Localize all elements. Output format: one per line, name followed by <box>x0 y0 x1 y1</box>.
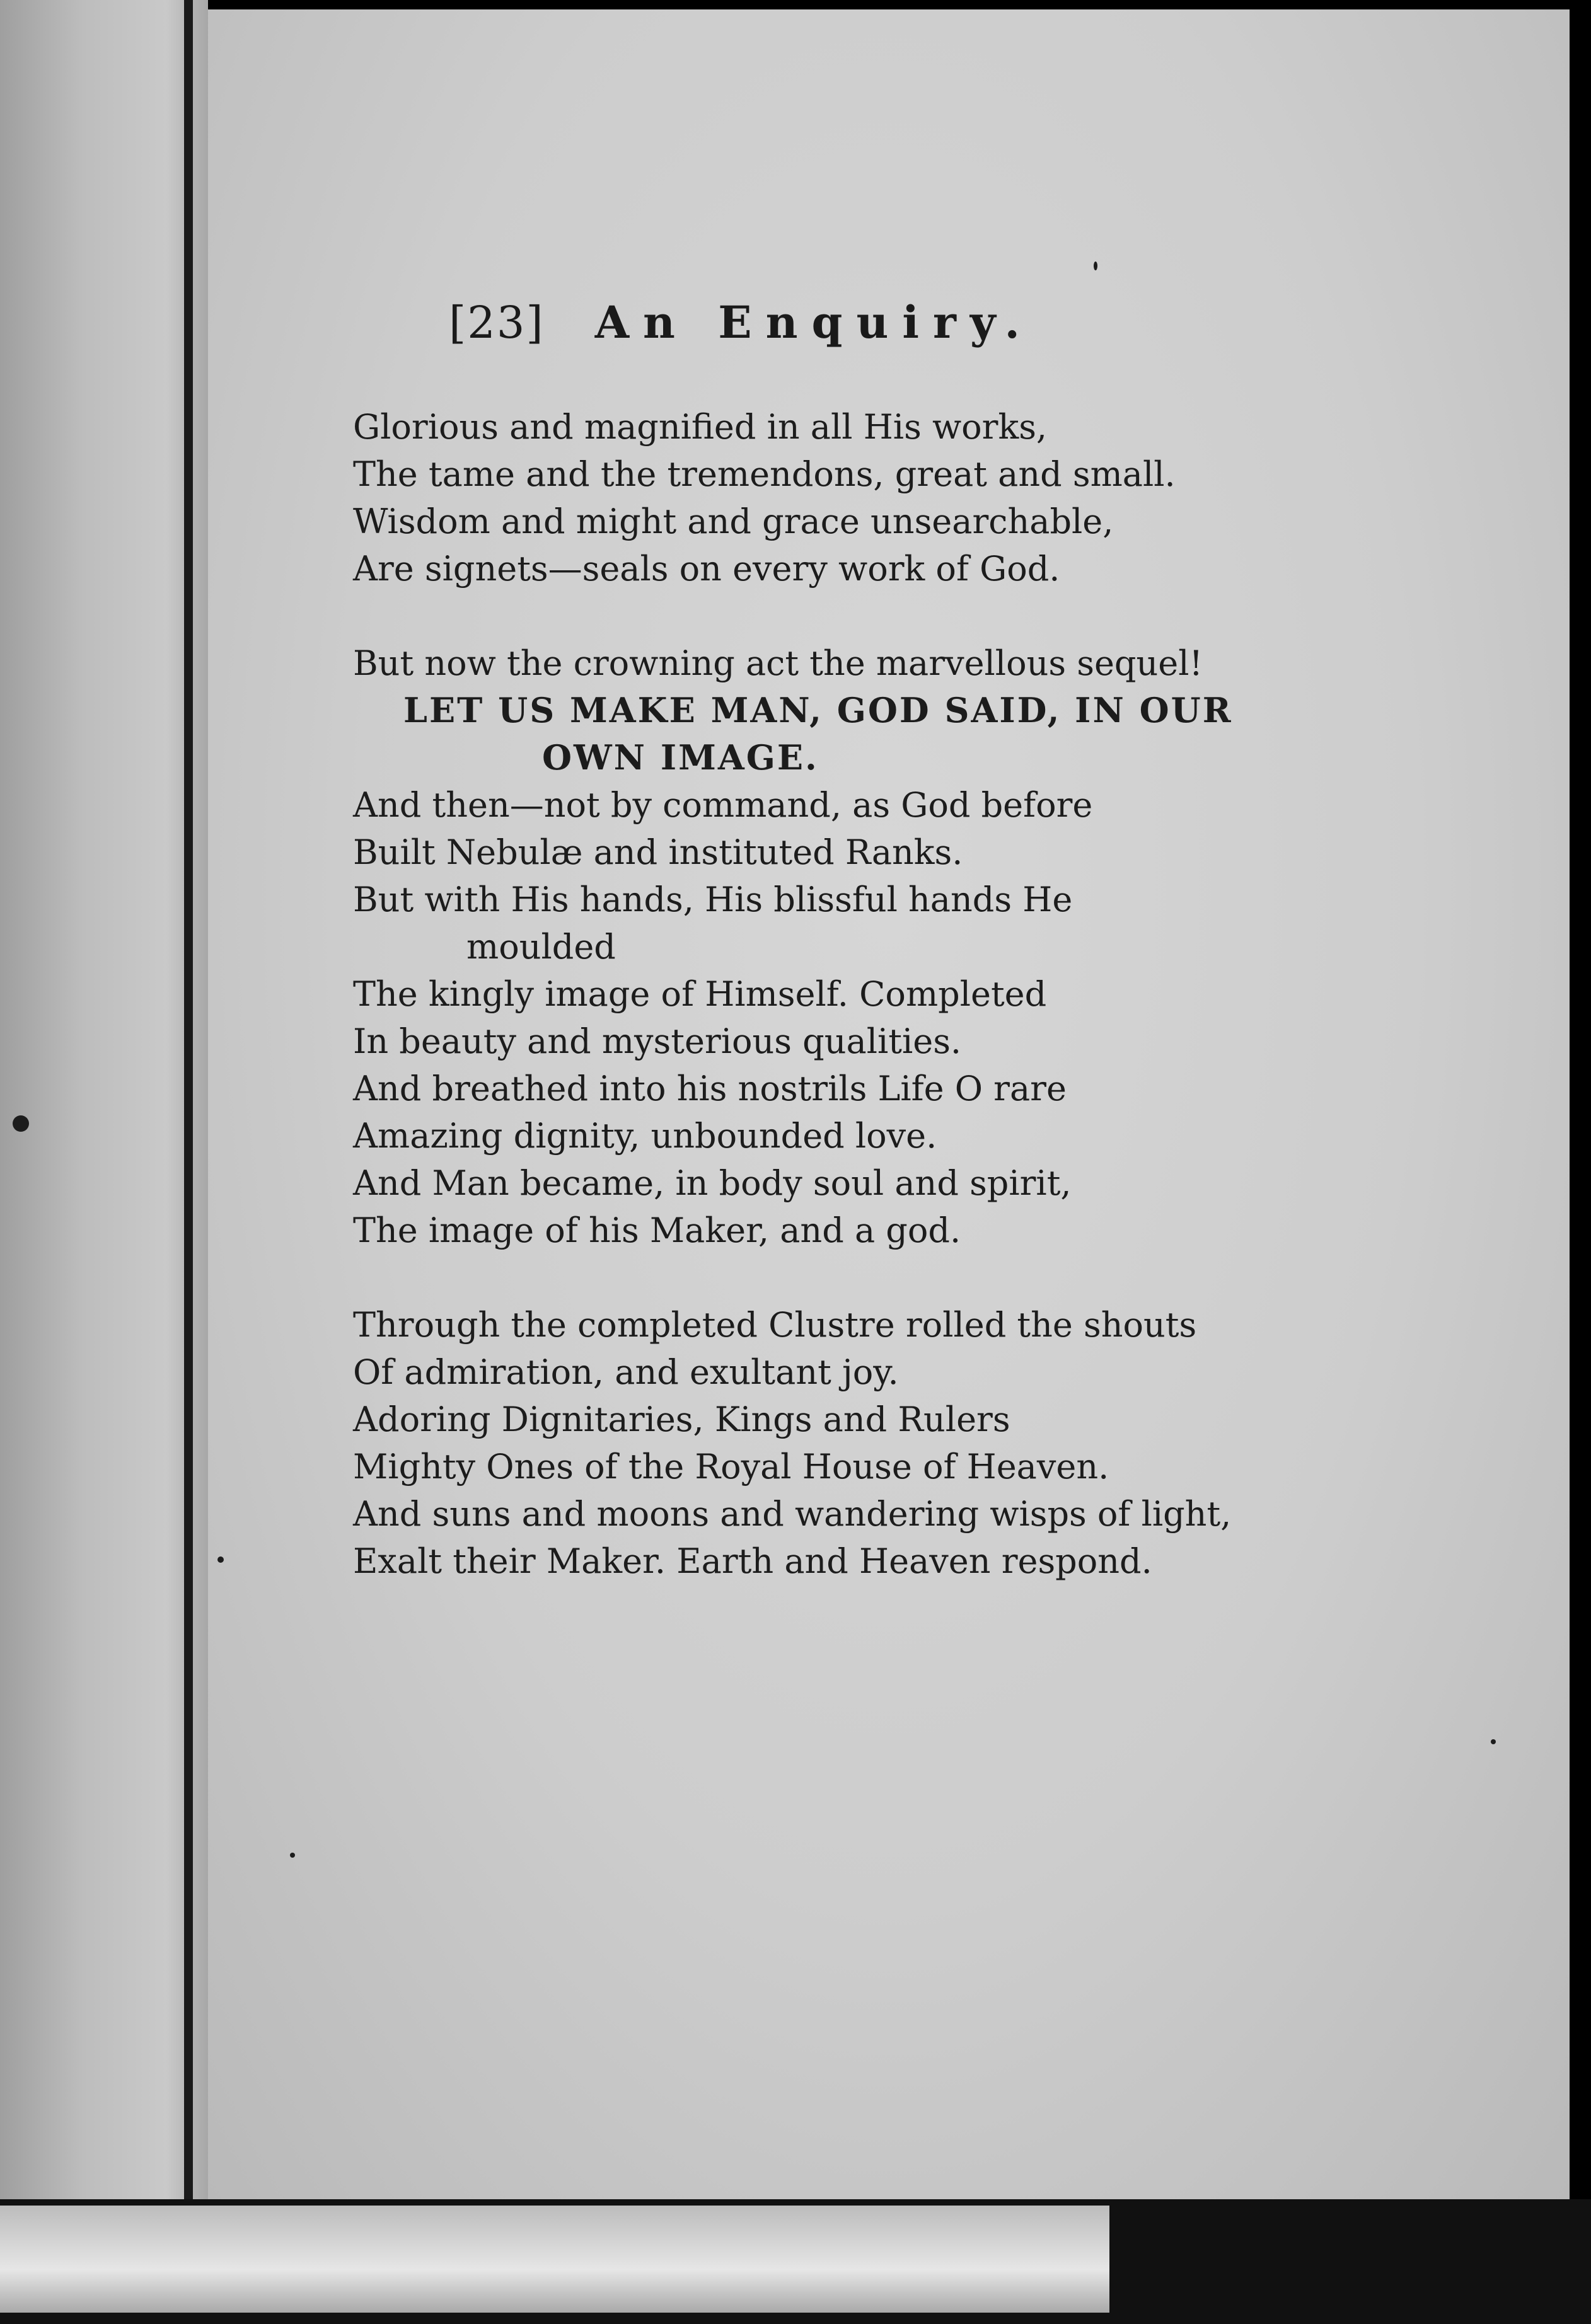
poem-line: Adoring Dignitaries, Kings and Rulers <box>353 1400 1010 1439</box>
poem-line: LET US MAKE MAN, GOD SAID, IN OUR <box>403 690 1233 730</box>
poem-line: Built Nebulæ and instituted Ranks. <box>353 832 963 872</box>
poem-line: Through the completed Clustre rolled the shouts <box>353 1305 1197 1345</box>
poem-body <box>353 403 1299 1632</box>
bottom-page-stack <box>0 2206 1109 2313</box>
stanza <box>353 640 1299 1254</box>
poem-line: Wisdom and might and grace unsearchable, <box>353 502 1114 541</box>
left-page-edge <box>0 0 208 2199</box>
page-title: An Enquiry. <box>594 296 1034 348</box>
poem-line: The kingly image of Himself. Completed <box>353 974 1047 1014</box>
ink-speck <box>1094 262 1097 270</box>
running-head <box>449 296 1034 348</box>
ink-speck <box>1491 1739 1496 1744</box>
stanza <box>353 403 1299 592</box>
poem-line: Mighty Ones of the Royal House of Heaven. <box>353 1447 1109 1487</box>
poem-line: Of admiration, and exultant joy. <box>353 1352 899 1392</box>
poem-line: Glorious and magnified in all His works, <box>353 407 1048 447</box>
poem-line: Exalt their Maker. Earth and Heaven respond. <box>353 1541 1152 1581</box>
poem-line: But with His hands, His blissful hands He <box>353 880 1073 919</box>
poem-line: The image of his Maker, and a god. <box>353 1211 961 1250</box>
ink-speck <box>290 1853 295 1858</box>
poem-line: moulded <box>466 927 616 967</box>
poem-line: Amazing dignity, unbounded love. <box>353 1116 937 1156</box>
ink-speck <box>13 1115 29 1132</box>
poem-line: And Man became, in body soul and spirit, <box>353 1163 1072 1203</box>
poem-line: OWN IMAGE. <box>542 737 819 778</box>
ink-speck <box>217 1556 224 1563</box>
poem-line: The tame and the tremendons, great and small. <box>353 454 1176 494</box>
poem-line: And then—not by command, as God before <box>353 785 1093 825</box>
page-fold-shadow <box>184 0 193 2199</box>
poem-line: And breathed into his nostrils Life O rare <box>353 1069 1067 1108</box>
poem-line: Are signets—seals on every work of God. <box>353 549 1060 589</box>
poem-line: But now the crowning act the marvellous sequel! <box>353 643 1203 683</box>
stanza <box>353 1301 1299 1585</box>
page-number: [23] <box>449 297 545 348</box>
poem-line: In beauty and mysterious qualities. <box>353 1021 962 1061</box>
poem-line: And suns and moons and wandering wisps of light, <box>353 1494 1232 1534</box>
